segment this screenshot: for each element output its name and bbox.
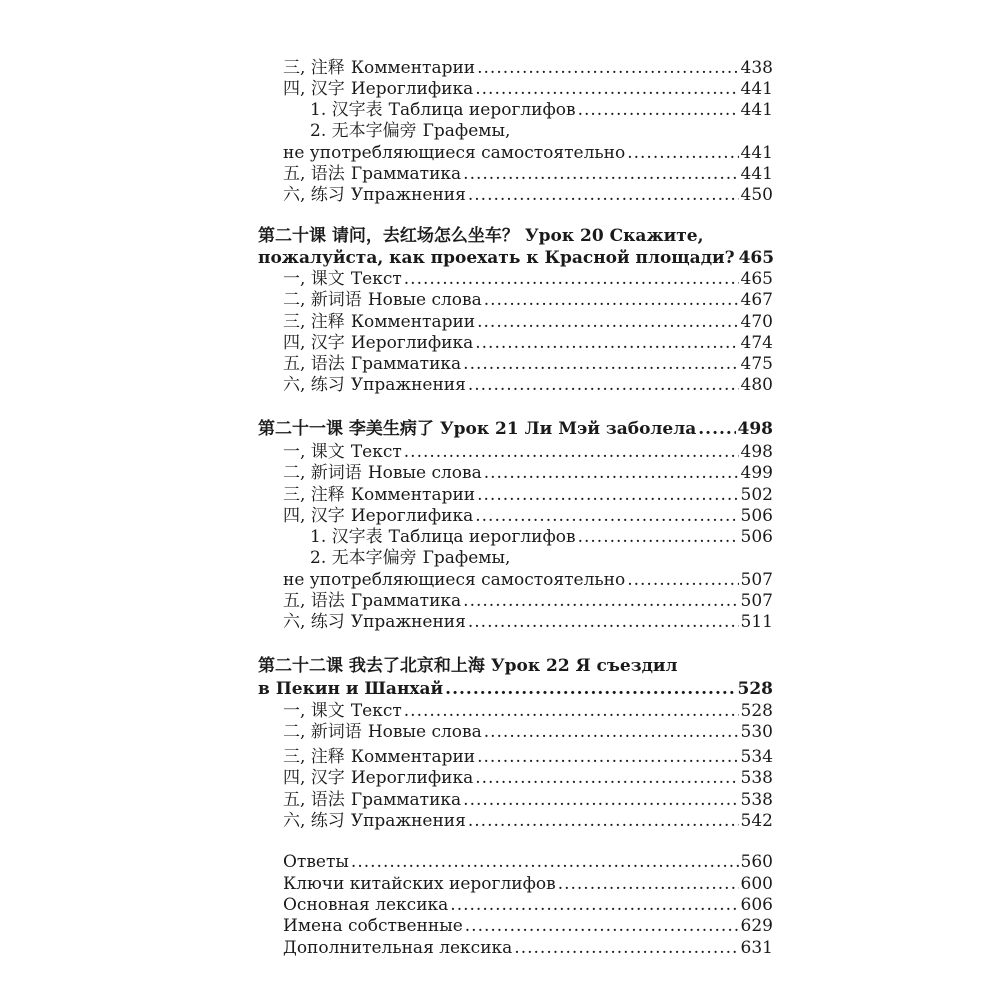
leader-dots bbox=[445, 679, 735, 699]
leader-dots bbox=[558, 874, 739, 894]
entry-cn: 六, 练习 bbox=[283, 375, 345, 395]
leader-dots bbox=[578, 527, 739, 547]
entry-page: 499 bbox=[740, 463, 773, 483]
entry-cn: 二, 新词语 bbox=[283, 290, 362, 310]
entry-ru: Ответы bbox=[283, 852, 349, 872]
toc-entry bbox=[283, 938, 773, 958]
leader-dots bbox=[475, 768, 738, 788]
entry-page: 538 bbox=[740, 768, 773, 788]
toc-entry bbox=[283, 895, 773, 915]
lesson-page: 528 bbox=[737, 679, 773, 699]
entry-ru: Новые слова bbox=[367, 290, 482, 310]
toc-entry bbox=[283, 269, 773, 289]
entry-page: 502 bbox=[740, 485, 773, 505]
lesson-title-line2: пожалуйста, как проехать к Красной площади? bbox=[258, 248, 735, 268]
toc-entry bbox=[283, 164, 773, 184]
entry-cn: 一, 课文 bbox=[283, 701, 345, 721]
entry-page: 441 bbox=[740, 100, 773, 120]
entry-ru: Таблица иероглифов bbox=[388, 527, 576, 547]
toc-entry bbox=[283, 768, 773, 788]
leader-dots bbox=[477, 58, 738, 78]
entry-page: 470 bbox=[740, 312, 773, 332]
entry-ru: Иероглифика bbox=[350, 79, 474, 99]
entry-ru: Дополнительная лексика bbox=[283, 938, 513, 958]
leader-dots bbox=[463, 591, 738, 611]
lesson-title bbox=[258, 679, 773, 699]
lesson-title-text: 第二十一课 李美生病了 Урок 21 Ли Мэй заболела bbox=[258, 419, 697, 439]
toc-entry bbox=[283, 811, 773, 831]
entry-ru: Текст bbox=[350, 269, 402, 289]
entry-ru: Упражнения bbox=[350, 185, 466, 205]
leader-dots bbox=[465, 916, 739, 936]
toc-entry bbox=[283, 747, 773, 767]
entry-page: 438 bbox=[740, 58, 773, 78]
leader-dots bbox=[484, 290, 739, 310]
entry-cn: 五, 语法 bbox=[283, 164, 345, 184]
entry-cn: 六, 练习 bbox=[283, 185, 345, 205]
toc-entry bbox=[283, 852, 773, 872]
toc-entry bbox=[283, 333, 773, 353]
leader-dots bbox=[475, 79, 738, 99]
leader-dots bbox=[484, 463, 739, 483]
leader-dots bbox=[404, 269, 739, 289]
toc-entry bbox=[283, 591, 773, 611]
entry-page: 498 bbox=[740, 442, 773, 462]
entry-ru: Иероглифика bbox=[350, 333, 474, 353]
toc-entry bbox=[283, 790, 773, 810]
leader-dots bbox=[475, 506, 738, 526]
toc-entry bbox=[310, 548, 773, 568]
toc-entry bbox=[283, 185, 773, 205]
entry-cn: 四, 汉字 bbox=[283, 768, 345, 788]
entry-page: 534 bbox=[740, 747, 773, 767]
entry-page: 528 bbox=[740, 701, 773, 721]
entry-page: 474 bbox=[740, 333, 773, 353]
leader-dots bbox=[463, 164, 738, 184]
toc-entry bbox=[310, 527, 773, 547]
entry-cn: 2. 无本字偏旁 bbox=[310, 548, 417, 568]
entry-ru: Графемы, bbox=[422, 548, 511, 568]
entry-cn: 1. 汉字表 bbox=[310, 527, 383, 547]
entry-page: 475 bbox=[740, 354, 773, 374]
lesson-title bbox=[258, 419, 773, 439]
toc-entry bbox=[283, 485, 773, 505]
toc-entry bbox=[283, 701, 773, 721]
entry-cn: 五, 语法 bbox=[283, 790, 345, 810]
toc-entry bbox=[283, 874, 773, 894]
leader-dots bbox=[477, 747, 738, 767]
entry-cn: 三, 注释 bbox=[283, 747, 345, 767]
lesson-title-line2: в Пекин и Шанхай bbox=[258, 679, 444, 699]
leader-dots bbox=[514, 938, 738, 958]
toc-entry bbox=[283, 58, 773, 78]
entry-ru: Упражнения bbox=[350, 612, 466, 632]
entry-ru: Текст bbox=[350, 442, 402, 462]
entry-ru: Упражнения bbox=[350, 811, 466, 831]
entry-page: 441 bbox=[740, 143, 773, 163]
toc-entry bbox=[283, 143, 773, 163]
toc-entry bbox=[283, 79, 773, 99]
entry-ru: Грамматика bbox=[350, 354, 462, 374]
entry-page: 631 bbox=[740, 938, 773, 958]
entry-cn: 一, 课文 bbox=[283, 269, 345, 289]
entry-cn: 五, 语法 bbox=[283, 591, 345, 611]
entry-page: 600 bbox=[740, 874, 773, 894]
entry-ru: Текст bbox=[350, 701, 402, 721]
entry-cn: 2. 无本字偏旁 bbox=[310, 121, 417, 141]
entry-ru: не употребляющиеся самостоятельно bbox=[283, 570, 626, 590]
entry-cn: 三, 注释 bbox=[283, 485, 345, 505]
entry-ru: Комментарии bbox=[350, 58, 476, 78]
leader-dots bbox=[468, 612, 739, 632]
entry-page: 467 bbox=[740, 290, 773, 310]
lesson-title bbox=[258, 226, 773, 246]
entry-page: 629 bbox=[740, 916, 773, 936]
entry-cn: 四, 汉字 bbox=[283, 79, 345, 99]
entry-ru: Имена собственные bbox=[283, 916, 463, 936]
entry-ru: Комментарии bbox=[350, 485, 476, 505]
entry-cn: 四, 汉字 bbox=[283, 333, 345, 353]
entry-page: 441 bbox=[740, 79, 773, 99]
entry-page: 465 bbox=[740, 269, 773, 289]
lesson-title bbox=[258, 656, 773, 676]
entry-page: 441 bbox=[740, 164, 773, 184]
toc-entry bbox=[283, 570, 773, 590]
entry-page: 450 bbox=[740, 185, 773, 205]
entry-ru: Грамматика bbox=[350, 790, 462, 810]
toc-entry bbox=[283, 354, 773, 374]
entry-ru: Иероглифика bbox=[350, 768, 474, 788]
entry-page: 507 bbox=[740, 591, 773, 611]
lesson-title bbox=[258, 248, 773, 268]
entry-ru: Ключи китайских иероглифов bbox=[283, 874, 556, 894]
entry-ru: Комментарии bbox=[350, 747, 476, 767]
entry-ru: не употребляющиеся самостоятельно bbox=[283, 143, 626, 163]
leader-dots bbox=[468, 811, 739, 831]
entry-cn: 四, 汉字 bbox=[283, 506, 345, 526]
entry-cn: 五, 语法 bbox=[283, 354, 345, 374]
leader-dots bbox=[450, 895, 738, 915]
leader-dots bbox=[477, 312, 738, 332]
leader-dots bbox=[351, 852, 739, 872]
toc-entry bbox=[283, 722, 773, 742]
leader-dots bbox=[698, 419, 735, 439]
lesson-title-line1: 第二十二课 我去了北京和上海 Урок 22 Я съездил bbox=[258, 656, 678, 676]
leader-dots bbox=[627, 570, 738, 590]
toc-entry bbox=[283, 463, 773, 483]
entry-page: 506 bbox=[740, 527, 773, 547]
entry-cn: 二, 新词语 bbox=[283, 722, 362, 742]
entry-ru: Таблица иероглифов bbox=[388, 100, 576, 120]
leader-dots bbox=[463, 790, 738, 810]
entry-page: 507 bbox=[740, 570, 773, 590]
leader-dots bbox=[477, 485, 738, 505]
leader-dots bbox=[468, 375, 739, 395]
toc-entry bbox=[283, 442, 773, 462]
entry-page: 506 bbox=[740, 506, 773, 526]
leader-dots bbox=[404, 442, 739, 462]
entry-ru: Грамматика bbox=[350, 164, 462, 184]
entry-page: 542 bbox=[740, 811, 773, 831]
entry-ru: Графемы, bbox=[422, 121, 511, 141]
lesson-title-line1: 第二十课 请问，去红场怎么坐车？ Урок 20 Скажите, bbox=[258, 226, 704, 246]
leader-dots bbox=[578, 100, 739, 120]
entry-ru: Упражнения bbox=[350, 375, 466, 395]
lesson-page: 498 bbox=[737, 419, 773, 439]
entry-ru: Иероглифика bbox=[350, 506, 474, 526]
toc-entry bbox=[283, 290, 773, 310]
entry-cn: 1. 汉字表 bbox=[310, 100, 383, 120]
entry-cn: 三, 注释 bbox=[283, 312, 345, 332]
toc-entry bbox=[310, 121, 773, 141]
lesson-page: 465 bbox=[738, 248, 775, 268]
entry-ru: Новые слова bbox=[367, 463, 482, 483]
entry-ru: Новые слова bbox=[367, 722, 482, 742]
leader-dots bbox=[468, 185, 739, 205]
entry-cn: 二, 新词语 bbox=[283, 463, 362, 483]
entry-cn: 六, 练习 bbox=[283, 811, 345, 831]
entry-page: 530 bbox=[740, 722, 773, 742]
leader-dots bbox=[484, 722, 739, 742]
leader-dots bbox=[404, 701, 739, 721]
entry-page: 538 bbox=[740, 790, 773, 810]
leader-dots bbox=[475, 333, 738, 353]
toc-entry bbox=[310, 100, 773, 120]
entry-cn: 三, 注释 bbox=[283, 58, 345, 78]
entry-page: 480 bbox=[740, 375, 773, 395]
toc-entry bbox=[283, 312, 773, 332]
entry-page: 606 bbox=[740, 895, 773, 915]
entry-ru: Основная лексика bbox=[283, 895, 449, 915]
toc-entry bbox=[283, 375, 773, 395]
entry-ru: Комментарии bbox=[350, 312, 476, 332]
toc-entry bbox=[283, 916, 773, 936]
leader-dots bbox=[627, 143, 738, 163]
leader-dots bbox=[463, 354, 738, 374]
toc-entry bbox=[283, 612, 773, 632]
entry-ru: Грамматика bbox=[350, 591, 462, 611]
entry-page: 511 bbox=[740, 612, 773, 632]
toc-entry bbox=[283, 506, 773, 526]
entry-cn: 六, 练习 bbox=[283, 612, 345, 632]
entry-cn: 一, 课文 bbox=[283, 442, 345, 462]
entry-page: 560 bbox=[740, 852, 773, 872]
